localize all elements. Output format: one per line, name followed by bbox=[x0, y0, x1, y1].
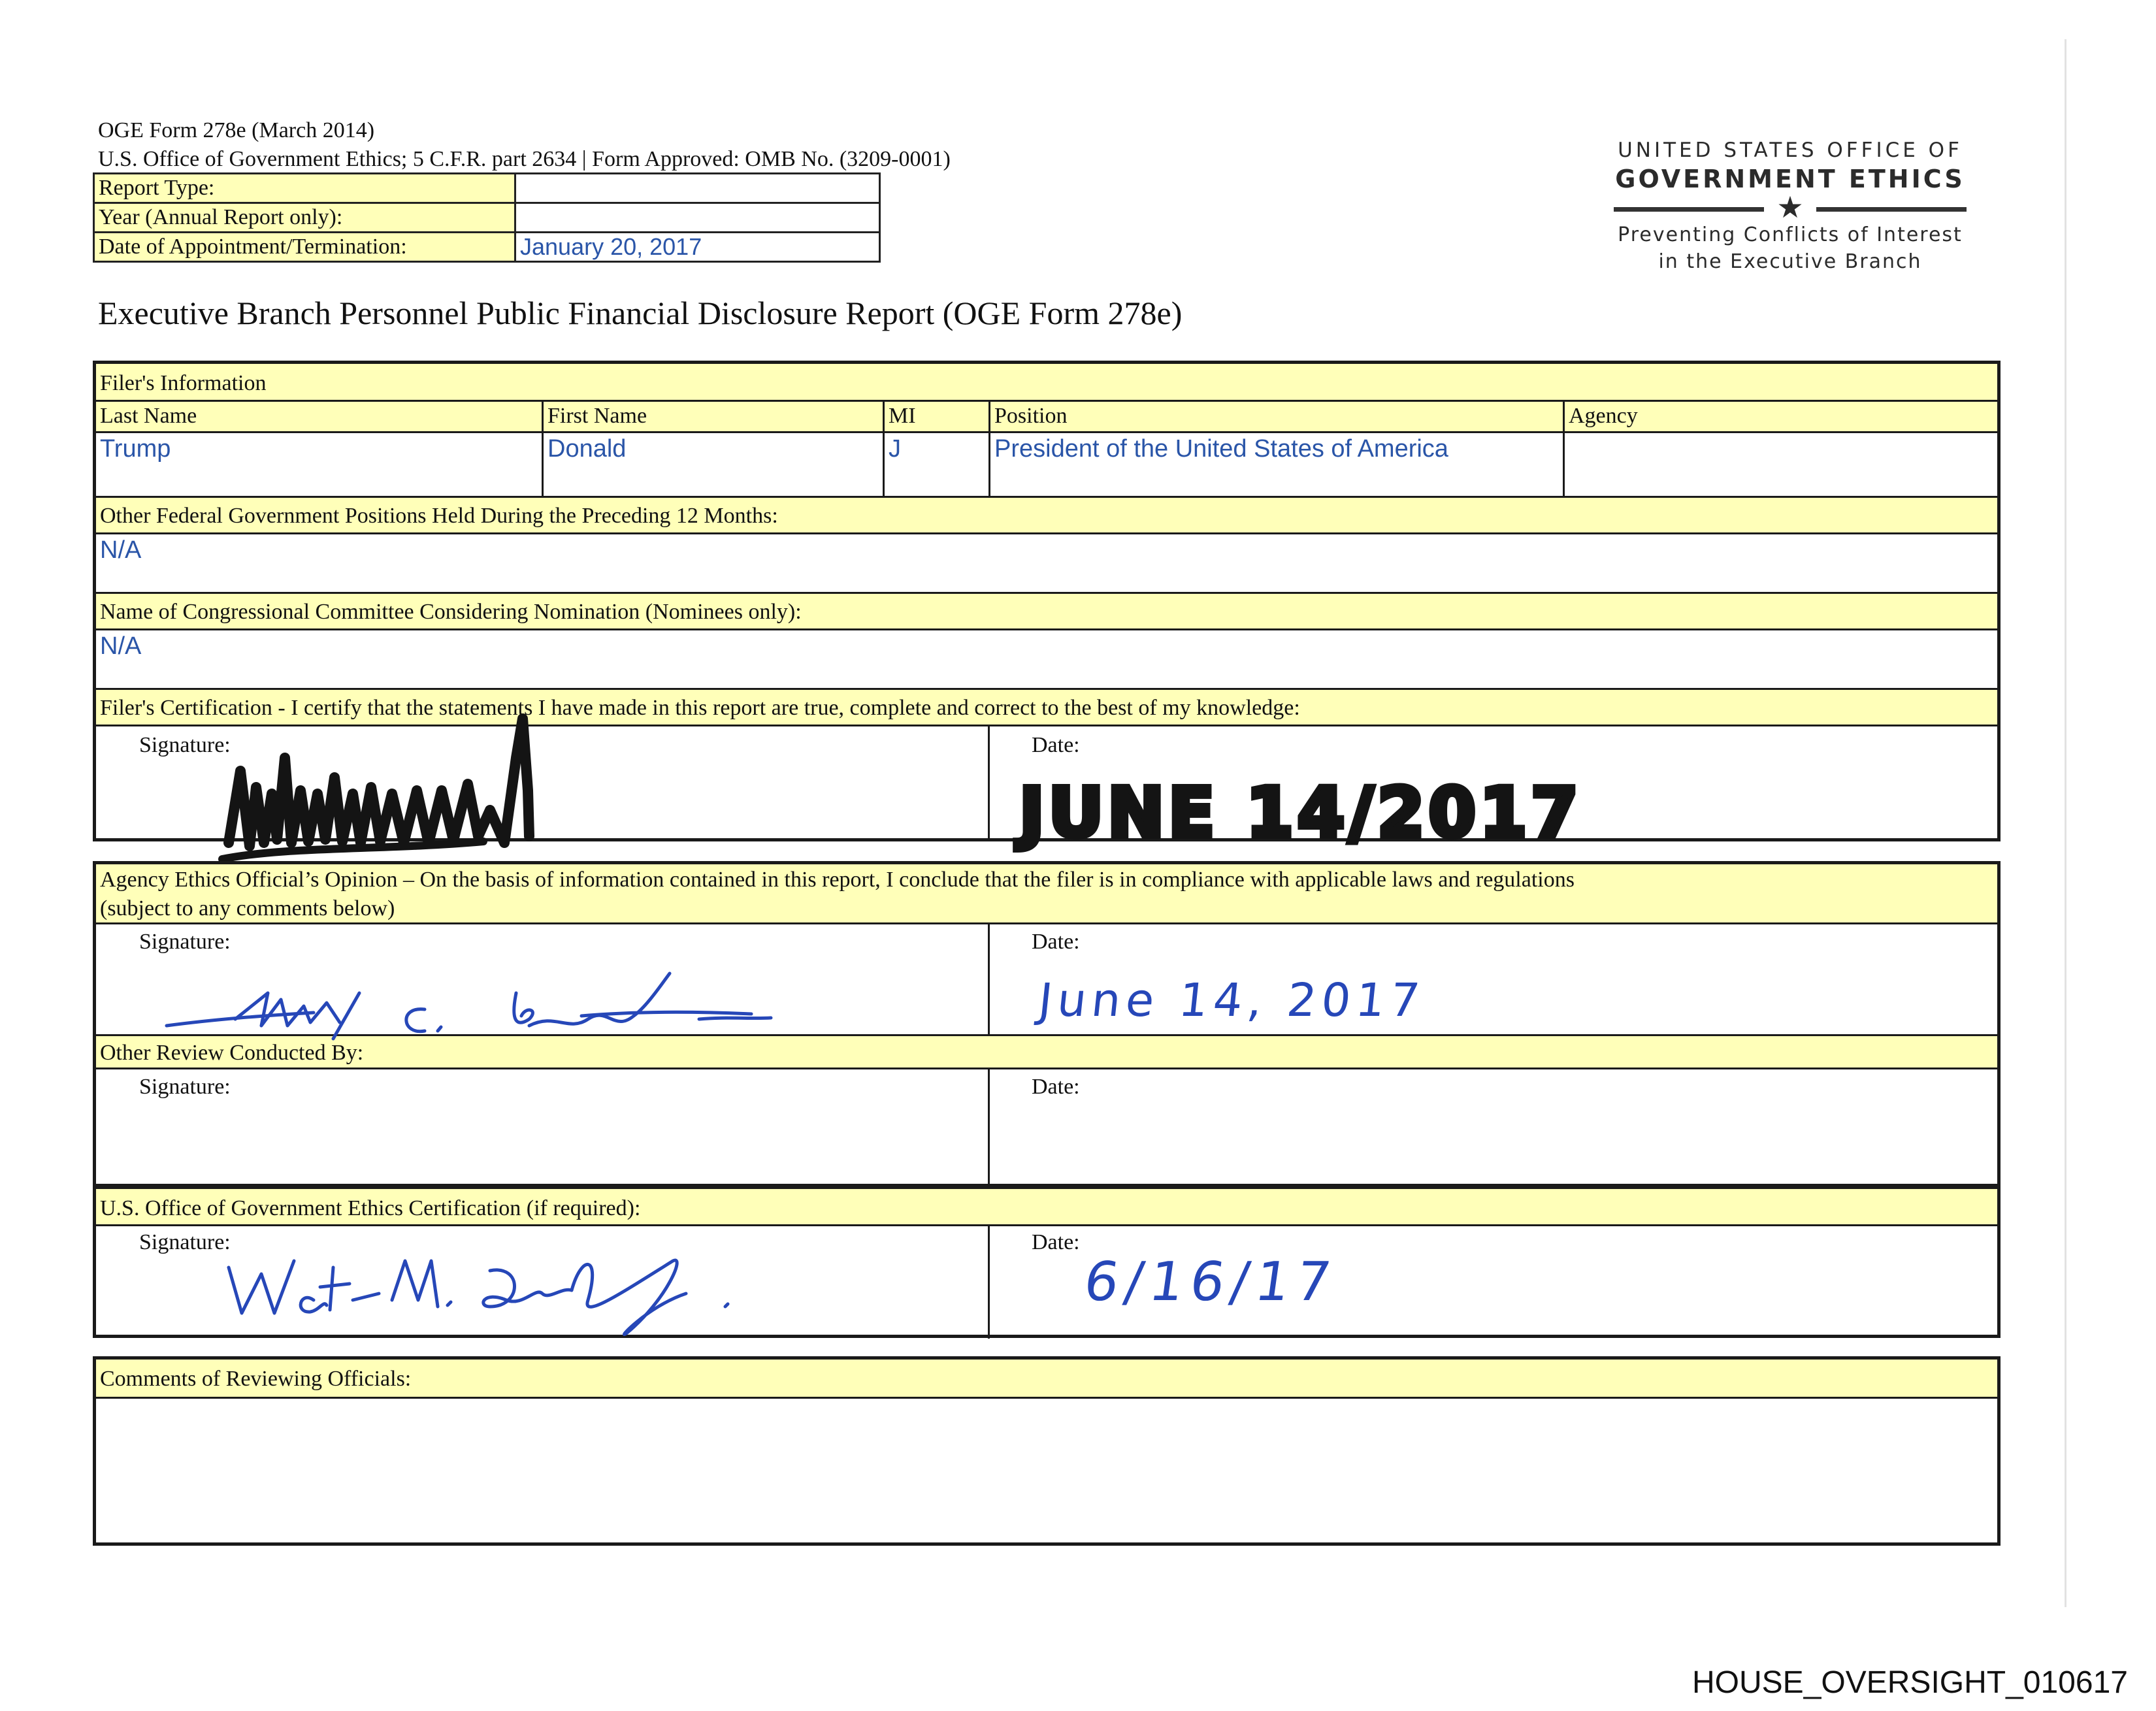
agency-label: Agency bbox=[1569, 404, 1638, 428]
other-review-date-label: Date: bbox=[1032, 1075, 1080, 1099]
comments-box bbox=[93, 1356, 2001, 1546]
ethics-signed-date: June 14, 2017 bbox=[1036, 973, 1428, 1027]
position-label: Position bbox=[994, 404, 1068, 428]
other-positions-label: Other Federal Government Positions Held During the Preceding 12 Months: bbox=[96, 498, 1997, 534]
col-divider bbox=[988, 726, 990, 841]
logo-divider bbox=[1594, 189, 1986, 225]
logo-line-4: in the Executive Branch bbox=[1658, 250, 1922, 273]
report-type-label: Report Type: bbox=[94, 174, 515, 203]
ethics-opinion-line-2: (subject to any comments below) bbox=[100, 896, 395, 921]
filer-info-header: Filer's Information bbox=[96, 364, 1997, 402]
comments-field[interactable] bbox=[96, 1401, 1997, 1539]
col-divider bbox=[883, 402, 885, 496]
form-id: OGE Form 278e (March 2014) bbox=[98, 118, 375, 142]
year-field[interactable] bbox=[515, 203, 880, 233]
page-title: Executive Branch Personnel Public Financial Disclosure Report (OGE Form 278e) bbox=[98, 295, 1183, 331]
ethics-official-signature-image bbox=[163, 954, 777, 1045]
logo-line-1: UNITED STATES OFFICE OF bbox=[1618, 139, 1963, 162]
agency-line: U.S. Office of Government Ethics; 5 C.F.R. part 2634 | Form Approved: OMB No. (3209-0001) bbox=[98, 147, 951, 171]
ethics-date-label: Date: bbox=[1032, 930, 1080, 954]
logo-line-3: Preventing Conflicts of Interest bbox=[1618, 223, 1963, 246]
date-row bbox=[94, 233, 880, 262]
comments-label: Comments of Reviewing Officials: bbox=[96, 1360, 1997, 1399]
logo-bar-right bbox=[1816, 207, 1967, 212]
year-row bbox=[94, 203, 880, 233]
position-field[interactable]: President of the United States of America bbox=[994, 435, 1448, 463]
oge-signature-image bbox=[216, 1228, 804, 1346]
col-divider bbox=[542, 402, 544, 496]
oge-signed-date: 6/16/17 bbox=[1080, 1251, 1341, 1313]
star-icon: ★ bbox=[1776, 189, 1804, 225]
report-type-field[interactable] bbox=[515, 174, 880, 203]
col-divider bbox=[988, 1226, 990, 1339]
first-name-field[interactable]: Donald bbox=[547, 435, 627, 463]
col-divider bbox=[988, 924, 990, 1035]
oge-date-label: Date: bbox=[1032, 1230, 1080, 1254]
report-type-table bbox=[93, 172, 881, 263]
ethics-opinion-header bbox=[96, 864, 1997, 924]
agency-field[interactable] bbox=[1565, 433, 1569, 496]
committee-label: Name of Congressional Committee Considering Nomination (Nominees only): bbox=[96, 594, 1997, 630]
last-name-field[interactable]: Trump bbox=[100, 435, 171, 463]
other-positions-field[interactable]: N/A bbox=[100, 536, 142, 564]
filer-certification-label: Filer's Certification - I certify that the statements I have made in this report are true, complete and correct to the best of my knowledge: bbox=[96, 690, 1997, 726]
other-review-signature-label: Signature: bbox=[139, 1075, 231, 1099]
ethics-signature-label: Signature: bbox=[139, 930, 231, 954]
year-label: Year (Annual Report only): bbox=[94, 203, 515, 233]
mi-field[interactable]: J bbox=[889, 435, 901, 463]
page-edge-shadow bbox=[2065, 39, 2066, 1607]
filer-signature-label: Signature: bbox=[139, 733, 231, 757]
bates-number: HOUSE_OVERSIGHT_010617 bbox=[1692, 1665, 2128, 1700]
col-divider bbox=[988, 1069, 990, 1188]
filer-date-label: Date: bbox=[1032, 733, 1080, 757]
other-review-label: Other Review Conducted By: bbox=[96, 1034, 1997, 1069]
first-name-label: First Name bbox=[547, 404, 647, 428]
date-label: Date of Appointment/Termination: bbox=[94, 233, 515, 262]
oge-certification-label: U.S. Office of Government Ethics Certification (if required): bbox=[96, 1187, 1997, 1226]
oge-logo bbox=[1594, 139, 1986, 273]
appointment-date-field[interactable]: January 20, 2017 bbox=[515, 233, 880, 262]
col-divider bbox=[988, 402, 990, 496]
ethics-opinion-line-1: Agency Ethics Official’s Opinion – On the basis of information contained in this report, I conclude that the filer is in compliance with applicable laws and regulations bbox=[100, 868, 1575, 892]
filer-signed-date: JUNE 14/2017 bbox=[1019, 773, 1582, 853]
logo-line-2: GOVERNMENT ETHICS bbox=[1615, 165, 1965, 193]
report-type-row bbox=[94, 174, 880, 203]
oge-signature-label: Signature: bbox=[139, 1230, 231, 1254]
mi-label: MI bbox=[889, 404, 916, 428]
last-name-label: Last Name bbox=[100, 404, 197, 428]
committee-field[interactable]: N/A bbox=[100, 632, 142, 660]
filer-date-handwritten bbox=[1019, 771, 1582, 853]
col-divider bbox=[1563, 402, 1565, 496]
